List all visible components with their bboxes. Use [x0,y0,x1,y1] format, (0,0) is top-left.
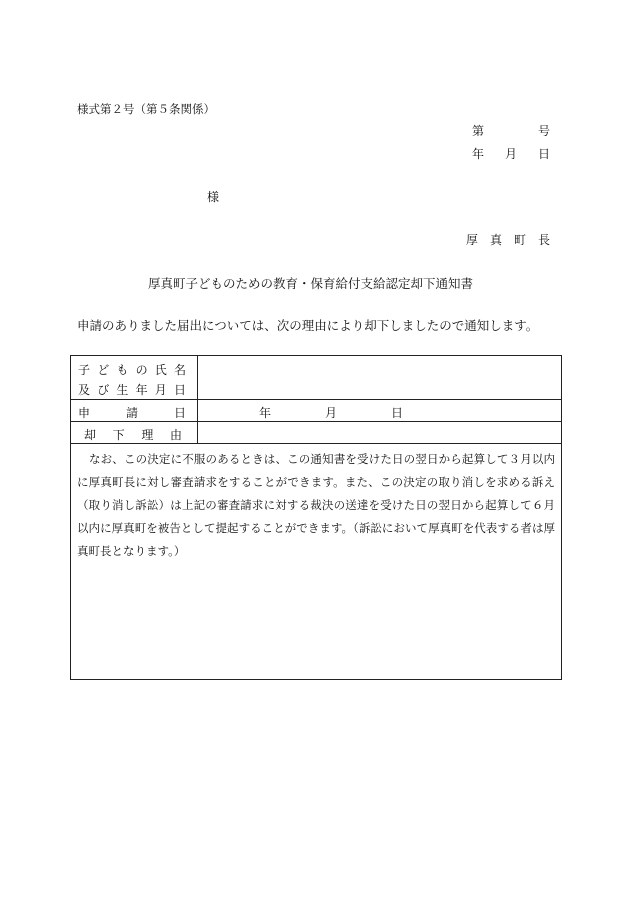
rejection-reason-label: 却 下 理 由 [71,422,198,443]
apply-date-year: 年 [259,406,272,420]
child-name-label: 子 ど も の 氏 名 [78,363,186,377]
application-date-row [71,400,561,422]
doc-number-prefix: 第 [472,124,485,138]
document-title: 厚真町子どものための教育・保育給付支給認定却下通知書 [148,276,474,291]
child-dob-label: 及 び 生 年 月 日 [78,383,186,397]
issuer-char: 長 [537,233,550,247]
child-info-label [71,356,198,399]
form-table [70,355,562,680]
child-info-row [71,356,561,400]
appeal-notice: なお、この決定に不服のあるときは、この通知書を受けた日の翌日から起算して３月以内に厚真町長に対し審査請求をすることができます。また、この決定の取り消しを求める訴え（取り消し訴訟）は上記の審査請求に対する裁決の送達を受けた日の翌日から起算して６月以内に厚真町を被告として提起することができます。（訴訟において厚真町を代表する者は厚真町長となります。） [77,452,555,558]
document-date [472,145,550,162]
form-number: 様式第２号（第５条関係） [77,102,215,116]
issuer-char: 厚 [466,233,479,247]
issuer-char: 真 [489,233,502,247]
doc-number-suffix: 号 [537,124,550,138]
intro-text: 申請のありました届出については、次の理由により却下しましたので通知します。 [77,318,539,333]
issuer [466,231,550,248]
recipient-suffix: 様 [207,190,220,204]
doc-date-day: 日 [537,147,550,161]
apply-date-day: 日 [391,406,404,420]
issuer-char: 町 [513,233,526,247]
apply-date-month: 月 [325,406,338,420]
doc-date-month: 月 [504,147,517,161]
rejection-reason-row [71,422,561,444]
document-number [472,122,550,139]
doc-date-year: 年 [472,147,485,161]
application-date-label: 申 請 日 [71,400,198,421]
